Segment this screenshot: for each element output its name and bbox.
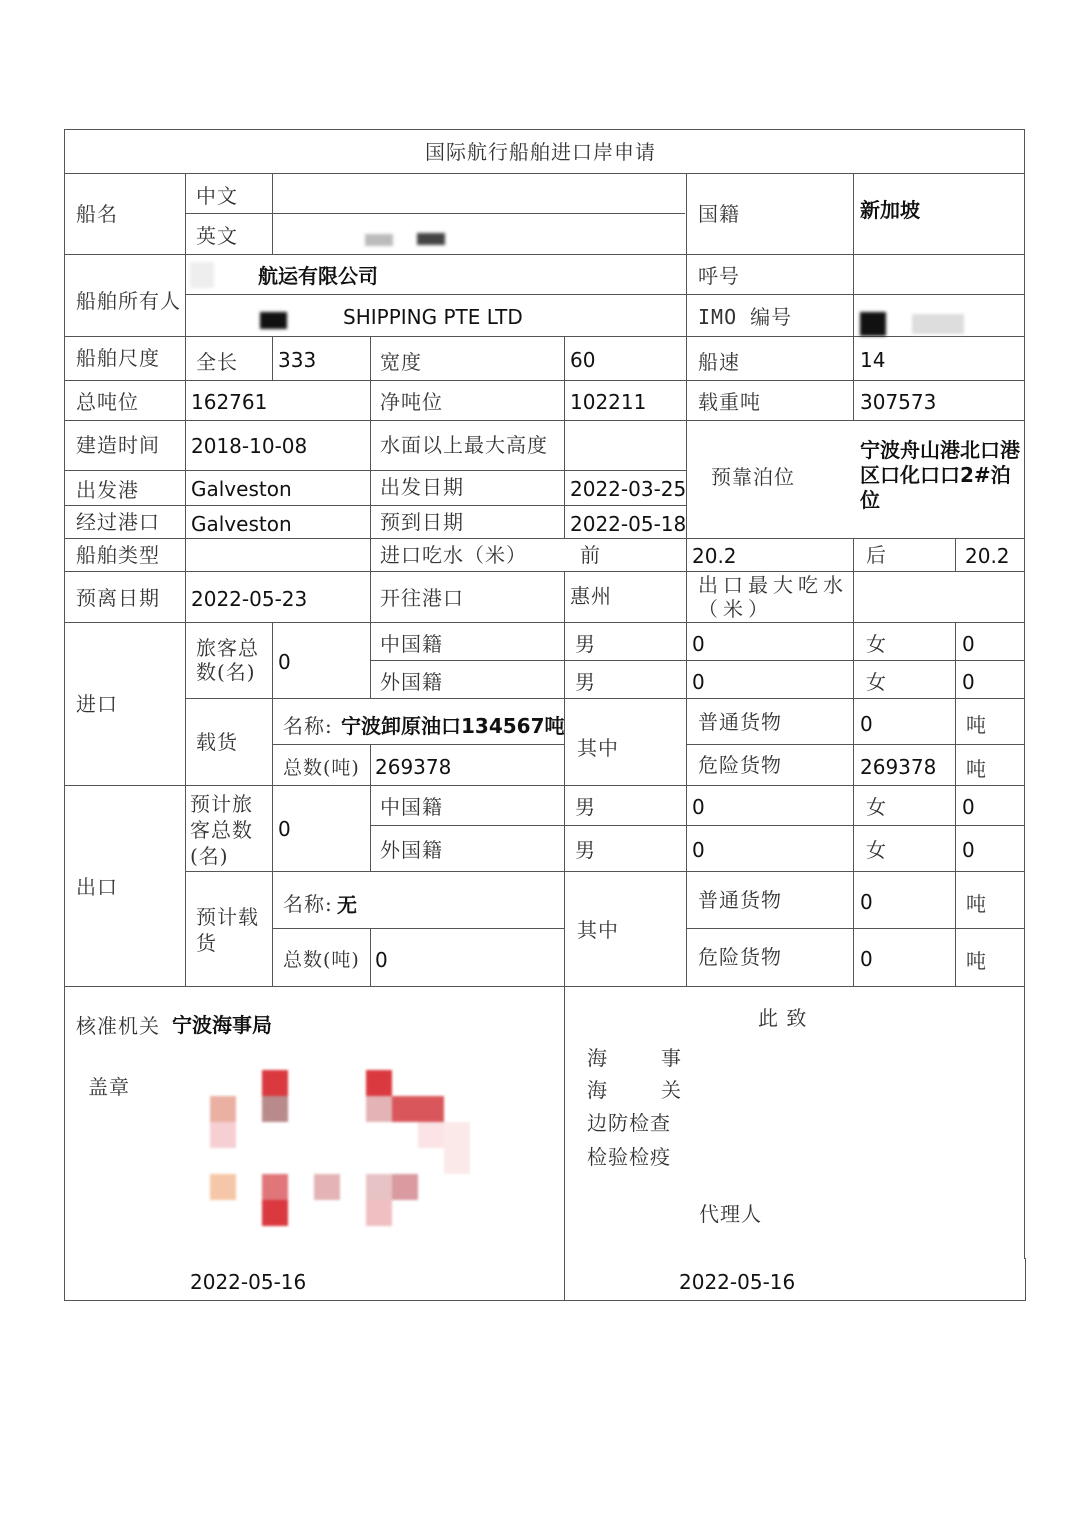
import-general-cargo-value: 0 bbox=[860, 712, 873, 736]
border-line bbox=[64, 538, 1025, 539]
import-foreign-female-label: 女 bbox=[866, 670, 887, 694]
border-line bbox=[185, 213, 685, 214]
form-title: 国际航行船舶进口岸申请 bbox=[425, 140, 656, 164]
export-foreign-male-value: 0 bbox=[692, 838, 705, 862]
redacted-mark bbox=[417, 233, 445, 245]
via-port-value: Galveston bbox=[191, 512, 292, 536]
border-line bbox=[272, 928, 564, 929]
nationality-value: 新加坡 bbox=[860, 198, 920, 222]
dwt-value: 307573 bbox=[860, 390, 937, 414]
border-line bbox=[686, 928, 1025, 929]
berth-value: 宁波舟山港北口港区口化口口2#泊位 bbox=[860, 438, 1020, 512]
border-line bbox=[64, 986, 1025, 987]
dwt-label: 载重吨 bbox=[698, 390, 761, 414]
owner-cn-value: 航运有限公司 bbox=[258, 264, 378, 288]
import-cargo-total-label: 总数(吨) bbox=[283, 757, 360, 779]
next-port-label: 开往港口 bbox=[380, 586, 464, 610]
border-line bbox=[272, 622, 273, 986]
border-line bbox=[64, 254, 1025, 255]
addressee-quarantine: 检验检疫 bbox=[587, 1145, 671, 1169]
border-line bbox=[64, 505, 686, 506]
owner-en-value: SHIPPING PTE LTD bbox=[343, 305, 523, 329]
border-line bbox=[185, 622, 186, 986]
border-line bbox=[686, 744, 1025, 745]
departure-port-label: 出发港 bbox=[76, 478, 139, 502]
export-dangerous-cargo-label: 危险货物 bbox=[698, 945, 782, 969]
import-foreign-label: 外国籍 bbox=[380, 670, 443, 694]
export-general-unit: 吨 bbox=[966, 892, 987, 916]
net-tonnage-value: 102211 bbox=[570, 390, 647, 414]
border-line bbox=[686, 173, 687, 622]
import-foreign-male-value: 0 bbox=[692, 670, 705, 694]
departure-date-label: 出发日期 bbox=[380, 475, 464, 499]
border-line bbox=[564, 571, 565, 622]
addressee-border-inspection: 边防检查 bbox=[587, 1111, 671, 1135]
import-foreign-male-label: 男 bbox=[575, 670, 596, 694]
via-port-label: 经过港口 bbox=[76, 510, 160, 534]
import-cargo-name-label: 名称: bbox=[283, 714, 333, 738]
eta-label: 预到日期 bbox=[380, 510, 464, 534]
import-cargo-total-value: 269378 bbox=[375, 755, 452, 779]
length-label: 全长 bbox=[196, 350, 238, 374]
border-line bbox=[370, 928, 371, 986]
export-passengers-label: 预计旅客总数(名) bbox=[190, 792, 253, 868]
length-value: 333 bbox=[278, 348, 317, 372]
draft-aft-label: 后 bbox=[866, 543, 887, 567]
border-line bbox=[955, 538, 956, 571]
export-foreign-label: 外国籍 bbox=[380, 838, 443, 862]
redacted-mark bbox=[860, 312, 886, 336]
export-foreign-female-value: 0 bbox=[962, 838, 975, 862]
build-date-value: 2018-10-08 bbox=[191, 434, 308, 458]
export-label: 出口 bbox=[76, 875, 118, 899]
export-cargo-total-label: 总数(吨) bbox=[283, 949, 360, 971]
import-dangerous-cargo-value: 269378 bbox=[860, 755, 937, 779]
border-line bbox=[1025, 1258, 1026, 1301]
seal-label: 盖章 bbox=[88, 1075, 130, 1099]
border-line bbox=[64, 380, 1025, 381]
border-line bbox=[370, 825, 1025, 826]
border-line bbox=[272, 336, 273, 380]
addressee-salutation: 此 致 bbox=[758, 1006, 808, 1030]
import-dangerous-cargo-label: 危险货物 bbox=[698, 753, 782, 777]
export-foreign-male-label: 男 bbox=[575, 838, 596, 862]
border-line bbox=[370, 785, 371, 871]
border-line bbox=[370, 744, 371, 785]
next-port-value: 惠州 bbox=[570, 584, 612, 608]
nationality-label: 国籍 bbox=[698, 202, 740, 226]
import-passengers-label: 旅客总数(名) bbox=[196, 636, 259, 684]
import-china-male-label: 男 bbox=[575, 632, 596, 656]
leave-date-value: 2022-05-23 bbox=[191, 587, 308, 611]
speed-label: 船速 bbox=[698, 350, 740, 374]
export-general-cargo-label: 普通货物 bbox=[698, 888, 782, 912]
import-foreign-female-value: 0 bbox=[962, 670, 975, 694]
dimensions-label: 船舶尺度 bbox=[76, 346, 160, 370]
addressee-date: 2022-05-16 bbox=[679, 1270, 796, 1294]
border-line bbox=[272, 744, 564, 745]
border-line bbox=[185, 698, 1025, 699]
redacted-mark bbox=[260, 312, 287, 329]
import-cargo-name-value: 宁波卸原油口134567吨 bbox=[341, 714, 565, 738]
call-sign-label: 呼号 bbox=[698, 264, 740, 288]
width-value: 60 bbox=[570, 348, 596, 372]
eta-value: 2022-05-18 bbox=[570, 512, 687, 536]
border-line bbox=[185, 871, 1025, 872]
redacted-mark bbox=[912, 314, 964, 334]
approval-authority-value: 宁波海事局 bbox=[172, 1013, 272, 1037]
export-cargo-name-label: 名称: bbox=[283, 892, 333, 916]
redacted-mark bbox=[190, 262, 214, 288]
addressee-customs: 海关 bbox=[587, 1078, 735, 1102]
export-cargo-label: 预计载货 bbox=[196, 905, 259, 955]
border-line bbox=[564, 986, 565, 1301]
draft-fore-value: 20.2 bbox=[692, 544, 737, 568]
import-china-label: 中国籍 bbox=[380, 632, 443, 656]
border-line bbox=[1024, 129, 1025, 1259]
departure-date-value: 2022-03-25 bbox=[570, 477, 687, 501]
border-line bbox=[955, 622, 956, 986]
berth-label: 预靠泊位 bbox=[711, 465, 795, 489]
leave-date-label: 预离日期 bbox=[76, 586, 160, 610]
imo-label: IMO 编号 bbox=[698, 305, 793, 329]
import-china-female-value: 0 bbox=[962, 632, 975, 656]
width-label: 宽度 bbox=[380, 350, 422, 374]
import-general-unit: 吨 bbox=[966, 713, 987, 737]
border-line bbox=[370, 622, 371, 698]
border-line bbox=[564, 336, 565, 538]
import-cargo-label: 载货 bbox=[196, 730, 238, 754]
redacted-mark bbox=[365, 234, 393, 246]
export-china-female-label: 女 bbox=[866, 795, 887, 819]
border-line bbox=[564, 622, 565, 986]
border-line bbox=[64, 129, 1025, 130]
approval-authority-label: 核准机关 bbox=[76, 1014, 160, 1038]
border-line bbox=[370, 336, 371, 622]
owner-label: 船舶所有人 bbox=[76, 289, 181, 313]
border-line bbox=[64, 1300, 1026, 1301]
border-line bbox=[272, 173, 273, 254]
export-cargo-total-value: 0 bbox=[375, 948, 388, 972]
agent-label: 代理人 bbox=[699, 1202, 762, 1226]
departure-port-value: Galveston bbox=[191, 477, 292, 501]
import-of-which-label: 其中 bbox=[577, 736, 619, 760]
build-date-label: 建造时间 bbox=[76, 433, 160, 457]
ship-name-en-label: 英文 bbox=[196, 224, 238, 248]
border-line bbox=[64, 336, 1025, 337]
addressee-maritime: 海事 bbox=[587, 1046, 735, 1070]
import-general-cargo-label: 普通货物 bbox=[698, 710, 782, 734]
import-china-male-value: 0 bbox=[692, 632, 705, 656]
ship-type-label: 船舶类型 bbox=[76, 543, 160, 567]
max-height-label: 水面以上最大高度 bbox=[380, 433, 548, 457]
border-line bbox=[370, 660, 1025, 661]
export-max-draft-label: 出口最大吃水（米） bbox=[698, 573, 848, 621]
border-line bbox=[185, 336, 186, 380]
export-china-label: 中国籍 bbox=[380, 795, 443, 819]
border-line bbox=[64, 622, 1025, 623]
speed-value: 14 bbox=[860, 348, 886, 372]
border-line bbox=[686, 622, 687, 986]
import-label: 进口 bbox=[76, 692, 118, 716]
border-line bbox=[64, 571, 1025, 572]
export-dangerous-unit: 吨 bbox=[966, 949, 987, 973]
border-line bbox=[185, 173, 186, 336]
border-line bbox=[64, 420, 1025, 421]
gross-tonnage-value: 162761 bbox=[191, 390, 268, 414]
export-of-which-label: 其中 bbox=[577, 918, 619, 942]
ship-name-label: 船名 bbox=[76, 202, 118, 226]
official-seal-stamp bbox=[200, 1060, 480, 1230]
export-china-male-value: 0 bbox=[692, 795, 705, 819]
border-line bbox=[185, 294, 1025, 295]
border-line bbox=[853, 173, 854, 420]
border-line bbox=[853, 622, 854, 986]
export-dangerous-cargo-value: 0 bbox=[860, 947, 873, 971]
import-dangerous-unit: 吨 bbox=[966, 757, 987, 781]
border-line bbox=[64, 173, 1025, 174]
approval-date: 2022-05-16 bbox=[190, 1270, 307, 1294]
draft-fore-label: 前 bbox=[580, 543, 601, 567]
import-passengers-value: 0 bbox=[278, 650, 291, 674]
export-china-male-label: 男 bbox=[575, 795, 596, 819]
border-line bbox=[64, 470, 686, 471]
ship-name-cn-label: 中文 bbox=[196, 184, 238, 208]
import-draft-label: 进口吃水（米） bbox=[380, 543, 527, 567]
export-general-cargo-value: 0 bbox=[860, 890, 873, 914]
export-passengers-value: 0 bbox=[278, 817, 291, 841]
border-line bbox=[64, 785, 1025, 786]
border-line bbox=[185, 380, 186, 622]
border-line bbox=[64, 129, 65, 1301]
draft-aft-value: 20.2 bbox=[965, 544, 1010, 568]
import-china-female-label: 女 bbox=[866, 632, 887, 656]
export-china-female-value: 0 bbox=[962, 795, 975, 819]
export-foreign-female-label: 女 bbox=[866, 838, 887, 862]
net-tonnage-label: 净吨位 bbox=[380, 390, 443, 414]
gross-tonnage-label: 总吨位 bbox=[76, 390, 139, 414]
export-cargo-name-value: 无 bbox=[337, 893, 357, 917]
